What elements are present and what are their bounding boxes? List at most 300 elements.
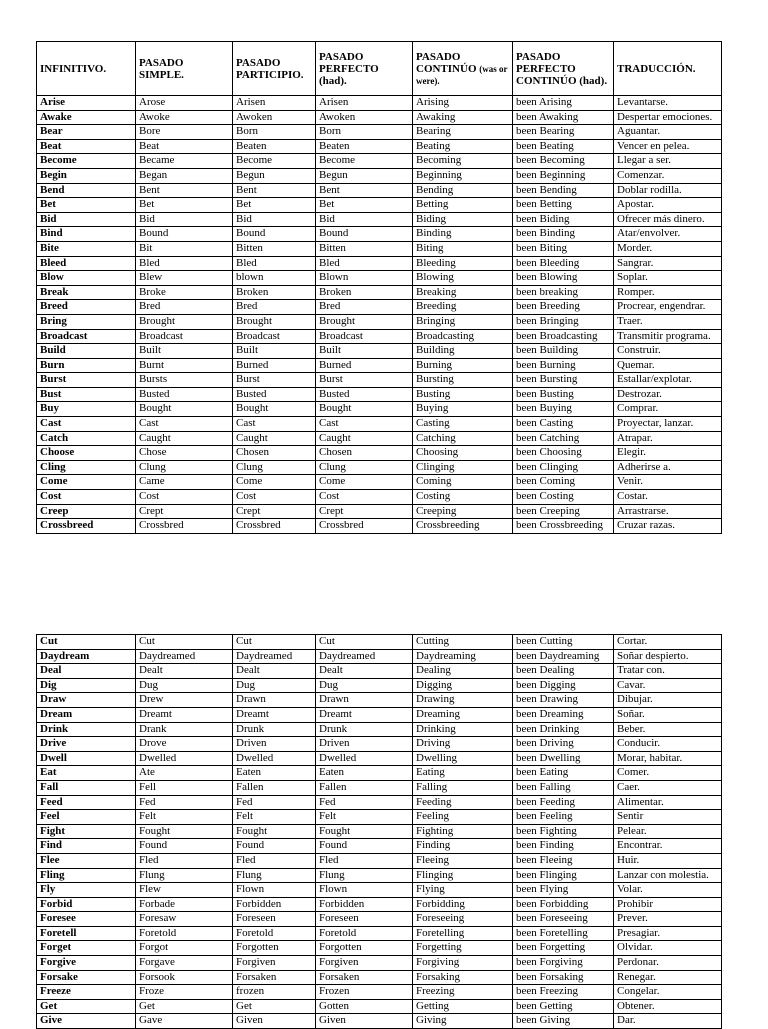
cell-infinitive: Come [37,475,136,490]
table-row [37,271,722,286]
cell-translation: Obtener. [614,999,722,1014]
table-row [37,460,722,475]
cell-past-participle: Crossbred [233,519,316,534]
cell-past-participle: Felt [233,810,316,825]
cell-past-participle: Broadcast [233,329,316,344]
cell-past-simple: Bursts [136,373,233,388]
cell-past-continuous: Daydreaming [413,649,513,664]
cell-past-perfect: Broadcast [316,329,413,344]
cell-past-simple: Burnt [136,358,233,373]
cell-translation: Congelar. [614,985,722,1000]
cell-past-perfect-continuous: been Broadcasting [513,329,614,344]
cell-past-participle: Forbidden [233,897,316,912]
cell-past-simple: Awoke [136,110,233,125]
cell-past-perfect: Fallen [316,780,413,795]
cell-past-perfect-continuous: been Crossbreeding [513,519,614,534]
table-row [37,300,722,315]
cell-past-simple: Cast [136,417,233,432]
cell-past-perfect: Found [316,839,413,854]
cell-past-continuous: Fighting [413,824,513,839]
cell-infinitive: Bend [37,183,136,198]
cell-past-participle: Driven [233,737,316,752]
cell-past-participle: Busted [233,387,316,402]
cell-infinitive: Cost [37,490,136,505]
cell-translation: Comenzar. [614,168,722,183]
cell-translation: Conducir. [614,737,722,752]
cell-past-participle: Forsaken [233,970,316,985]
cell-infinitive: Eat [37,766,136,781]
cell-past-simple: Caught [136,431,233,446]
table-row [37,824,722,839]
cell-past-continuous: Bearing [413,125,513,140]
cell-past-perfect: Crept [316,504,413,519]
cell-past-participle: Dealt [233,664,316,679]
cell-past-perfect-continuous: been Driving [513,737,614,752]
cell-past-perfect-continuous: been Beginning [513,168,614,183]
cell-past-perfect: Bought [316,402,413,417]
cell-past-continuous: Eating [413,766,513,781]
cell-translation: Soplar. [614,271,722,286]
cell-infinitive: Feed [37,795,136,810]
cell-past-perfect: Clung [316,460,413,475]
table-row [37,693,722,708]
cell-past-perfect: Given [316,1014,413,1029]
cell-past-perfect: Blown [316,271,413,286]
cell-translation: Atrapar. [614,431,722,446]
cell-infinitive: Deal [37,664,136,679]
cell-infinitive: Cling [37,460,136,475]
cell-translation: Vencer en pelea. [614,139,722,154]
cell-past-perfect-continuous: been Burning [513,358,614,373]
cell-past-perfect: Forgiven [316,956,413,971]
cell-past-participle: Begun [233,168,316,183]
cell-past-participle: Bid [233,212,316,227]
cell-translation: Doblar rodilla. [614,183,722,198]
cell-past-perfect-continuous: been Drawing [513,693,614,708]
cell-past-participle: Foretold [233,926,316,941]
cell-infinitive: Beat [37,139,136,154]
cell-past-perfect: Crossbred [316,519,413,534]
cell-past-perfect: Awoken [316,110,413,125]
table-row [37,110,722,125]
cell-infinitive: Catch [37,431,136,446]
table-row [37,897,722,912]
cell-past-continuous: Buying [413,402,513,417]
cell-past-simple: Foresaw [136,912,233,927]
table-row [37,941,722,956]
cell-past-continuous: Costing [413,490,513,505]
cell-past-perfect-continuous: been Feeding [513,795,614,810]
cell-infinitive: Freeze [37,985,136,1000]
cell-past-continuous: Drawing [413,693,513,708]
table-row [37,373,722,388]
cell-past-perfect-continuous: been Coming [513,475,614,490]
cell-infinitive: Daydream [37,649,136,664]
cell-past-participle: Found [233,839,316,854]
cell-past-simple: Cut [136,635,233,650]
cell-past-participle: Foreseen [233,912,316,927]
cell-past-continuous: Dreaming [413,707,513,722]
cell-past-perfect: Beaten [316,139,413,154]
cell-translation: Elegir. [614,446,722,461]
cell-past-continuous: Building [413,344,513,359]
cell-past-perfect-continuous: been Giving [513,1014,614,1029]
cell-translation: Proyectar, lanzar. [614,417,722,432]
cell-translation: Levantarse. [614,96,722,111]
table-row [37,358,722,373]
cell-past-participle: Fled [233,853,316,868]
cell-past-simple: Arose [136,96,233,111]
cell-past-participle: Drunk [233,722,316,737]
cell-past-simple: Bore [136,125,233,140]
cell-past-perfect: Arisen [316,96,413,111]
header-translation: TRADUCCIÓN. [614,42,722,96]
cell-past-simple: Dug [136,678,233,693]
header-infinitive: INFINITIVO. [37,42,136,96]
cell-infinitive: Flee [37,853,136,868]
header-row [37,42,722,96]
cell-translation: Romper. [614,285,722,300]
cell-past-perfect-continuous: been Biding [513,212,614,227]
cell-translation: Dar. [614,1014,722,1029]
cell-past-perfect: Fed [316,795,413,810]
cell-past-perfect: Bitten [316,241,413,256]
cell-past-continuous: Flying [413,883,513,898]
cell-past-simple: Built [136,344,233,359]
cell-past-participle: Caught [233,431,316,446]
cell-past-simple: Bound [136,227,233,242]
cell-past-simple: Busted [136,387,233,402]
cell-translation: Beber. [614,722,722,737]
cell-past-simple: Ate [136,766,233,781]
cell-past-participle: Bitten [233,241,316,256]
cell-infinitive: Find [37,839,136,854]
cell-translation: Comer. [614,766,722,781]
table-row [37,227,722,242]
table-row [37,417,722,432]
table-row [37,329,722,344]
cell-infinitive: Bear [37,125,136,140]
cell-infinitive: Bring [37,314,136,329]
cell-past-continuous: Dwelling [413,751,513,766]
cell-past-participle: Bought [233,402,316,417]
cell-past-continuous: Dealing [413,664,513,679]
cell-past-perfect-continuous: been Forsaking [513,970,614,985]
cell-past-continuous: Forbidding [413,897,513,912]
cell-past-perfect-continuous: been Getting [513,999,614,1014]
cell-past-perfect-continuous: been Drinking [513,722,614,737]
cell-past-participle: Crept [233,504,316,519]
cell-translation: Alimentar. [614,795,722,810]
cell-past-participle: Dwelled [233,751,316,766]
cell-past-perfect: Foretold [316,926,413,941]
cell-past-continuous: Getting [413,999,513,1014]
cell-past-continuous: Feeling [413,810,513,825]
cell-infinitive: Fight [37,824,136,839]
cell-past-participle: Bred [233,300,316,315]
cell-past-perfect-continuous: been Fighting [513,824,614,839]
cell-past-perfect: Built [316,344,413,359]
cell-past-perfect-continuous: been Foretelling [513,926,614,941]
cell-translation: Arrastrarse. [614,504,722,519]
cell-past-perfect: Dealt [316,664,413,679]
cell-past-perfect-continuous: been Breeding [513,300,614,315]
table-row [37,490,722,505]
table-row [37,125,722,140]
cell-past-continuous: Drinking [413,722,513,737]
header-past-perfect: PASADO PERFECTO (had). [316,42,413,96]
cell-past-perfect: Bid [316,212,413,227]
table-row [37,314,722,329]
table-row [37,475,722,490]
table-row [37,883,722,898]
cell-past-perfect-continuous: been Dwelling [513,751,614,766]
cell-past-simple: Felt [136,810,233,825]
cell-past-perfect: Fled [316,853,413,868]
cell-infinitive: Bleed [37,256,136,271]
cell-past-participle: Chosen [233,446,316,461]
cell-past-participle: Given [233,1014,316,1029]
cell-past-participle: Awoken [233,110,316,125]
table-row [37,446,722,461]
cell-past-simple: Bent [136,183,233,198]
cell-past-perfect-continuous: been Awaking [513,110,614,125]
cell-past-continuous: Bursting [413,373,513,388]
cell-translation: Prohibir [614,897,722,912]
cell-past-perfect: Begun [316,168,413,183]
table-row [37,707,722,722]
cell-infinitive: Crossbreed [37,519,136,534]
cell-past-perfect-continuous: been Clinging [513,460,614,475]
cell-infinitive: Buy [37,402,136,417]
cell-past-continuous: Breeding [413,300,513,315]
cell-translation: Aguantar. [614,125,722,140]
cell-infinitive: Awake [37,110,136,125]
cell-past-perfect-continuous: been Betting [513,198,614,213]
cell-past-perfect-continuous: been Choosing [513,446,614,461]
cell-past-participle: Eaten [233,766,316,781]
cell-infinitive: Dream [37,707,136,722]
cell-past-simple: Froze [136,985,233,1000]
cell-past-continuous: Finding [413,839,513,854]
cell-translation: Dibujar. [614,693,722,708]
table-row [37,212,722,227]
cell-infinitive: Burn [37,358,136,373]
cell-past-simple: Found [136,839,233,854]
cell-infinitive: Cut [37,635,136,650]
cell-past-participle: Bled [233,256,316,271]
cell-past-perfect: Caught [316,431,413,446]
cell-past-continuous: Foretelling [413,926,513,941]
cell-past-perfect: Cast [316,417,413,432]
cell-past-perfect-continuous: been Falling [513,780,614,795]
cell-past-participle: Burned [233,358,316,373]
cell-past-perfect-continuous: been Buying [513,402,614,417]
table-row [37,839,722,854]
cell-past-continuous: Breaking [413,285,513,300]
table-row [37,344,722,359]
table-row [37,970,722,985]
cell-past-continuous: Foreseeing [413,912,513,927]
cell-past-participle: Flung [233,868,316,883]
cell-translation: Sangrar. [614,256,722,271]
cell-past-simple: Beat [136,139,233,154]
table-row [37,868,722,883]
cell-past-perfect: Dug [316,678,413,693]
cell-past-continuous: Forgetting [413,941,513,956]
cell-infinitive: Dwell [37,751,136,766]
cell-past-simple: Broke [136,285,233,300]
table-row [37,810,722,825]
cell-translation: Ofrecer más dinero. [614,212,722,227]
cell-past-perfect: Bled [316,256,413,271]
cell-past-continuous: Arising [413,96,513,111]
cell-past-perfect: Frozen [316,985,413,1000]
cell-past-perfect: Bred [316,300,413,315]
table-row [37,766,722,781]
cell-past-simple: Bred [136,300,233,315]
cell-infinitive: Begin [37,168,136,183]
cell-past-participle: Get [233,999,316,1014]
cell-past-perfect-continuous: been Busting [513,387,614,402]
cell-translation: Traer. [614,314,722,329]
cell-past-continuous: Biding [413,212,513,227]
cell-past-continuous: Creeping [413,504,513,519]
cell-past-perfect-continuous: been Costing [513,490,614,505]
table-row [37,751,722,766]
cell-past-simple: Fed [136,795,233,810]
cell-past-perfect: Driven [316,737,413,752]
cell-past-participle: blown [233,271,316,286]
cell-past-participle: Dreamt [233,707,316,722]
cell-past-perfect-continuous: been Bleeding [513,256,614,271]
cell-translation: Cortar. [614,635,722,650]
cell-past-participle: frozen [233,985,316,1000]
cell-translation: Construir. [614,344,722,359]
cell-past-perfect: Flung [316,868,413,883]
cell-past-simple: Began [136,168,233,183]
cell-past-simple: Drew [136,693,233,708]
cell-past-continuous: Bringing [413,314,513,329]
cell-past-perfect: Broken [316,285,413,300]
cell-translation: Olvidar. [614,941,722,956]
cell-past-perfect-continuous: been Digging [513,678,614,693]
cell-translation: Morder. [614,241,722,256]
cell-past-perfect: Become [316,154,413,169]
cell-past-participle: Flown [233,883,316,898]
cell-past-participle: Fed [233,795,316,810]
cell-infinitive: Fall [37,780,136,795]
cell-past-participle: Come [233,475,316,490]
cell-past-simple: Brought [136,314,233,329]
cell-past-perfect-continuous: been Forbidding [513,897,614,912]
table-row [37,285,722,300]
cell-past-perfect: Cut [316,635,413,650]
cell-translation: Prever. [614,912,722,927]
cell-past-perfect-continuous: been Bearing [513,125,614,140]
cell-past-participle: Drawn [233,693,316,708]
cell-past-perfect-continuous: been Foreseeing [513,912,614,927]
cell-past-perfect: Forgotten [316,941,413,956]
table-row [37,795,722,810]
cell-past-perfect-continuous: been Bursting [513,373,614,388]
cell-infinitive: Fling [37,868,136,883]
cell-past-perfect-continuous: been Casting [513,417,614,432]
header-past-continuous: PASADO CONTINÚO (was or were). [413,42,513,96]
cell-translation: Transmitir programa. [614,329,722,344]
cell-past-simple: Clung [136,460,233,475]
cell-past-perfect: Dreamt [316,707,413,722]
cell-infinitive: Get [37,999,136,1014]
cell-past-participle: Forgotten [233,941,316,956]
cell-past-participle: Broken [233,285,316,300]
cell-translation: Presagiar. [614,926,722,941]
cell-past-continuous: Broadcasting [413,329,513,344]
cell-past-simple: Dreamt [136,707,233,722]
cell-past-continuous: Digging [413,678,513,693]
table-row [37,737,722,752]
cell-translation: Adherirse a. [614,460,722,475]
cell-past-simple: Fell [136,780,233,795]
cell-past-perfect-continuous: been Binding [513,227,614,242]
cell-infinitive: Build [37,344,136,359]
cell-past-simple: Cost [136,490,233,505]
table-row [37,999,722,1014]
cell-past-perfect: Dwelled [316,751,413,766]
cell-past-perfect: Burst [316,373,413,388]
cell-translation: Costar. [614,490,722,505]
verb-table-2 [36,634,722,1029]
cell-past-participle: Cost [233,490,316,505]
cell-past-participle: Cast [233,417,316,432]
cell-past-perfect-continuous: been Bending [513,183,614,198]
cell-past-continuous: Coming [413,475,513,490]
cell-past-continuous: Bleeding [413,256,513,271]
table-row [37,780,722,795]
cell-past-perfect-continuous: been Dreaming [513,707,614,722]
cell-infinitive: Draw [37,693,136,708]
cell-past-perfect-continuous: been Forgiving [513,956,614,971]
cell-past-continuous: Biting [413,241,513,256]
cell-past-participle: Become [233,154,316,169]
cell-past-perfect-continuous: been Bringing [513,314,614,329]
header-past-continuous-note: (was or were). [416,63,508,86]
cell-translation: Renegar. [614,970,722,985]
cell-translation: Estallar/explotar. [614,373,722,388]
cell-past-simple: Foretold [136,926,233,941]
table-row [37,519,722,534]
cell-past-perfect-continuous: been Blowing [513,271,614,286]
cell-past-participle: Cut [233,635,316,650]
cell-past-continuous: Casting [413,417,513,432]
table-row [37,926,722,941]
cell-past-simple: Bet [136,198,233,213]
cell-infinitive: Broadcast [37,329,136,344]
cell-past-simple: Forbade [136,897,233,912]
cell-past-participle: Bent [233,183,316,198]
cell-past-continuous: Flinging [413,868,513,883]
cell-past-continuous: Forgiving [413,956,513,971]
cell-translation: Huir. [614,853,722,868]
table-row [37,241,722,256]
cell-past-perfect-continuous: been Feeling [513,810,614,825]
cell-past-perfect: Bound [316,227,413,242]
cell-infinitive: Bid [37,212,136,227]
cell-past-continuous: Fleeing [413,853,513,868]
cell-past-perfect: Foreseen [316,912,413,927]
cell-past-simple: Dwelled [136,751,233,766]
cell-translation: Llegar a ser. [614,154,722,169]
